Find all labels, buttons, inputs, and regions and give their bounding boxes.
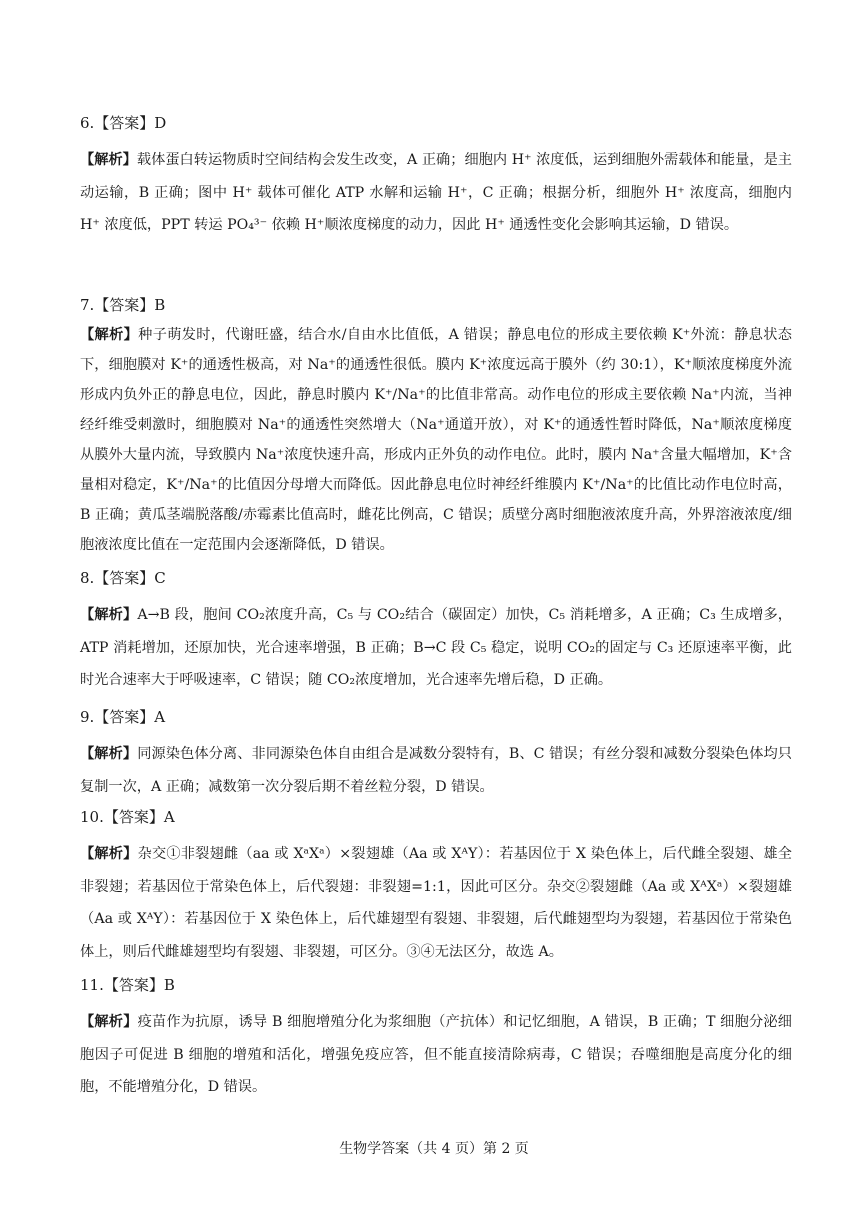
explanation-label: 【解析】 bbox=[80, 746, 138, 762]
answer-line: 8.【答案】C bbox=[80, 569, 166, 587]
answer-line: 11.【答案】B bbox=[80, 976, 175, 994]
explanation-text: 疫苗作为抗原，诱导 B 细胞增殖分化为浆细胞（产抗体）和记忆细胞，A 错误，B 正确；T 细胞分泌细胞因子可促进 B 细胞的增殖和活化，增强免疫应答，但不能直接清除病毒，C 错误；吞噬细胞是高度分化的细胞，不能增殖分化，D 错误。 bbox=[80, 1014, 792, 1095]
explanation-label: 【解析】 bbox=[80, 1014, 138, 1030]
answer-line: 7.【答案】B bbox=[80, 296, 166, 314]
explanation-label: 【解析】 bbox=[80, 607, 138, 623]
explanation-text: 同源染色体分离、非同源染色体自由组合是减数分裂特有，B、C 错误；有丝分裂和减数分裂染色体均只复制一次，A 正确；减数第一次分裂后期不着丝粒分裂，D 错误。 bbox=[80, 746, 792, 795]
explanation bbox=[80, 320, 792, 560]
explanation-label: 【解析】 bbox=[80, 327, 139, 343]
explanation bbox=[80, 838, 792, 968]
explanation bbox=[80, 599, 792, 697]
explanation bbox=[80, 738, 792, 803]
explanation-text: 载体蛋白转运物质时空间结构会发生改变，A 正确；细胞内 H⁺ 浓度低，运到细胞外需载体和能量，是主动运输，B 正确；图中 H⁺ 载体可催化 ATP 水解和运输 H⁺，C 正确；根据分析，细胞外 H⁺ 浓度高，细胞内 H⁺ 浓度低，PPT 转运 PO₄³⁻ 依赖 H⁺顺浓度梯度的动力，因此 H⁺ 通透性变化会影响其运输，D 错误。 bbox=[80, 152, 792, 233]
answer-line: 9.【答案】A bbox=[80, 708, 166, 726]
explanation-label: 【解析】 bbox=[80, 152, 137, 168]
question-11 bbox=[80, 974, 792, 1104]
explanation bbox=[80, 1006, 792, 1104]
question-10 bbox=[80, 806, 792, 968]
answer-line: 10.【答案】A bbox=[80, 808, 175, 826]
question-6 bbox=[80, 112, 792, 242]
explanation-label: 【解析】 bbox=[80, 846, 138, 862]
explanation bbox=[80, 144, 792, 242]
page-footer: 生物学答案（共 4 页）第 2 页 bbox=[339, 1141, 529, 1157]
question-9 bbox=[80, 706, 792, 803]
explanation-text: 杂交①非裂翅雌（aa 或 XᵃXᵃ）×裂翅雄（Aa 或 XᴬY）：若基因位于 X 染色体上，后代雌全裂翅、雄全非裂翅；若基因位于常染色体上，后代裂翅：非裂翅=1:1，因此可区分。杂交②裂翅雌（Aa 或 XᴬXᵃ）×裂翅雄（Aa 或 XᴬY）：若基因位于 X 染色体上，后代雄翅型有裂翅、非裂翅，后代雌翅型均为裂翅，若基因位于常染色体上，则后代雌雄翅型均有裂翅、非裂翅，可区分。③④无法区分，故选 A。 bbox=[80, 846, 792, 960]
answer-line: 6.【答案】D bbox=[80, 114, 167, 132]
explanation-text: 种子萌发时，代谢旺盛，结合水/自由水比值低，A 错误；静息电位的形成主要依赖 K⁺外流：静息状态下，细胞膜对 K⁺的通透性极高，对 Na⁺的通透性很低。膜内 K⁺浓度远高于膜外（约 30:1），K⁺顺浓度梯度外流形成内负外正的静息电位，因此，静息时膜内 K⁺/Na⁺的比值非常高。动作电位的形成主要依赖 Na⁺内流，当神经纤维受刺激时，细胞膜对 Na⁺的通透性突然增大（Na⁺通道开放），对 K⁺的通透性暂时降低，Na⁺顺浓度梯度从膜外大量内流，导致膜内 Na⁺浓度快速升高，形成内正外负的动作电位。此时，膜内 Na⁺含量大幅增加，K⁺含量相对稳定，K⁺/Na⁺的比值因分母增大而降低。因此静息电位时神经纤维膜内 K⁺/Na⁺的比值比动作电位时高，B 正确；黄瓜茎端脱落酸/赤霉素比值高时，雌花比例高，C 错误；质壁分离时细胞液浓度升高，外界溶液浓度/细胞液浓度比值在一定范围内会逐渐降低，D 错误。 bbox=[80, 327, 792, 553]
question-7 bbox=[80, 294, 792, 560]
explanation-text: A→B 段，胞间 CO₂浓度升高，C₅ 与 CO₂结合（碳固定）加快，C₅ 消耗增多，A 正确；C₃ 生成增多， ATP 消耗增加，还原加快，光合速率增强，B 正确；B→C 段 C₅ 稳定，说明 CO₂的固定与 C₃ 还原速率平衡，此时光合速率大于呼吸速率，C 错误；随 CO₂浓度增加，光合速率先增后稳，D 正确。 bbox=[80, 607, 792, 688]
question-8 bbox=[80, 567, 792, 697]
